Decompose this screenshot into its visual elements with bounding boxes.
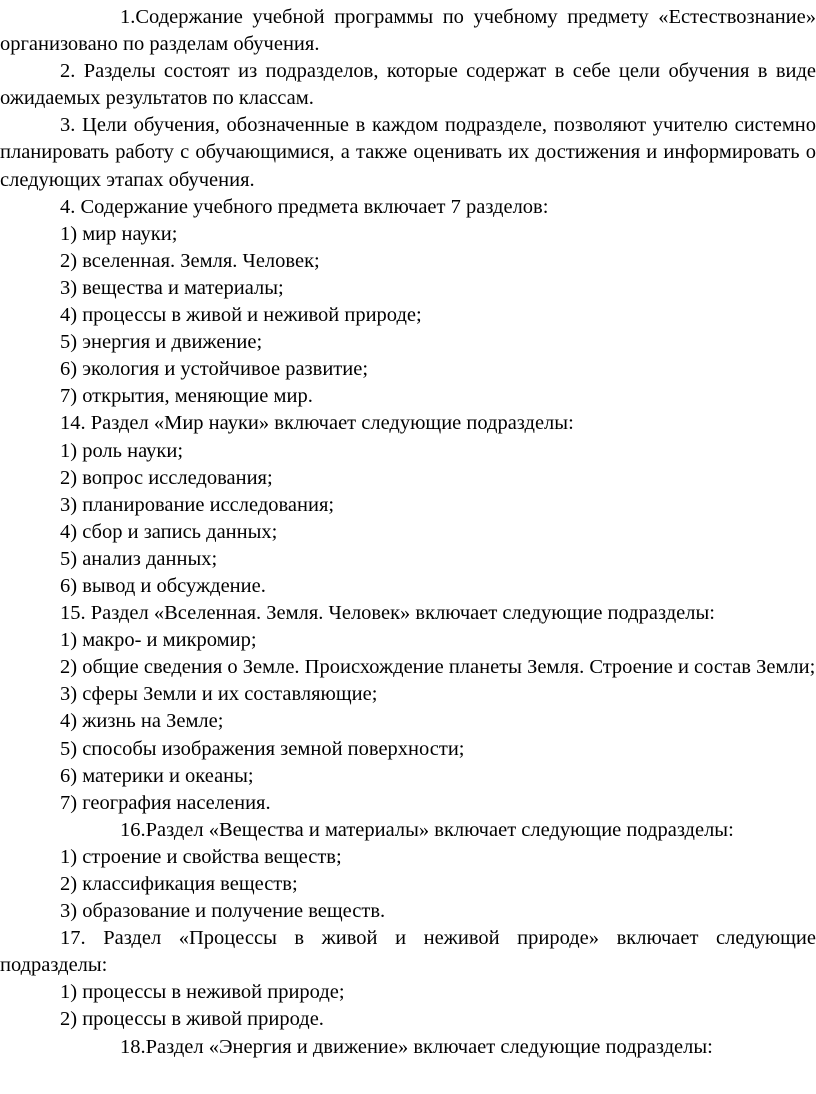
list-item-text: мир науки;: [82, 222, 178, 245]
list-item: [0, 248, 816, 275]
list-item: [0, 708, 816, 735]
list-item: [0, 790, 816, 817]
list-item-number: 7): [60, 385, 78, 408]
list-item-text: вопрос исследования;: [82, 466, 273, 489]
list-item-number: 2): [60, 466, 78, 489]
list-item-number: 5): [60, 331, 78, 354]
list-item: [0, 871, 816, 898]
list-item-number: 3): [60, 900, 78, 923]
paragraph-text: Раздел «Вселенная. Земля. Человек» включает следующие подразделы:: [90, 602, 715, 625]
list-item: [0, 438, 816, 465]
list-item: [0, 383, 816, 410]
list-item: [0, 763, 816, 790]
list-item: [0, 519, 816, 546]
paragraph-text: Раздел «Процессы в живой и неживой природе» включает следующие подразделы:: [0, 927, 816, 977]
list-item-text: общие сведения о Земле. Происхождение планеты Земля. Строение и состав Земли;: [82, 656, 816, 679]
list-item-number: 1): [60, 222, 78, 245]
list-item-text: энергия и движение;: [82, 331, 263, 354]
list-item-number: 6): [60, 358, 78, 381]
list-item-text: процессы в живой и неживой природе;: [82, 304, 422, 327]
list-item: [0, 844, 816, 871]
list-item-number: 1): [60, 629, 78, 652]
list-item-number: 5): [60, 737, 78, 760]
paragraph-16: [0, 817, 816, 844]
list-item: [0, 627, 816, 654]
paragraph-text: Цели обучения, обозначенные в каждом подразделе, позволяют учителю системно планировать работу с обучающимися, а также оценивать их достижения и информировать о следующих этапах обучения.: [0, 114, 816, 191]
list-item: [0, 356, 816, 383]
paragraph-number: 17.: [60, 927, 86, 950]
list-item: [0, 736, 816, 763]
paragraph-number: 2.: [60, 60, 76, 83]
paragraph-14: [0, 410, 816, 437]
list-item-number: 4): [60, 520, 78, 543]
paragraph-text: Раздел «Энергия и движение» включает следующие подразделы:: [145, 1035, 713, 1058]
list-item-number: 2): [60, 873, 78, 895]
paragraph-1: [0, 4, 816, 58]
list-item-number: 6): [60, 764, 78, 787]
list-item-number: 3): [60, 276, 78, 299]
list-item: [0, 329, 816, 356]
list-item-text: сферы Земли и их составляющие;: [82, 683, 378, 706]
list-item: [0, 221, 816, 248]
list-item-text: образование и получение веществ.: [82, 900, 386, 923]
list-item-text: вселенная. Земля. Человек;: [82, 249, 320, 272]
list-item-text: планирование исследования;: [82, 493, 335, 516]
list-item-text: макро- и микромир;: [82, 629, 257, 652]
list-item-text: строение и свойства веществ;: [82, 845, 342, 868]
list-item: [0, 275, 816, 302]
list-item-number: 1): [60, 845, 78, 868]
list-item-number: 3): [60, 683, 78, 706]
list-item-number: 2): [60, 249, 78, 272]
list-item-number: 1): [60, 981, 78, 1004]
list-item: [0, 465, 816, 492]
list-item-text: способы изображения земной поверхности;: [82, 737, 465, 760]
paragraph-text: Содержание учебной программы по учебному предмету «Естествознание» организовано по разделам обучения.: [0, 6, 816, 56]
paragraph-number: 18.: [120, 1035, 146, 1058]
list-item-number: 2): [60, 1008, 78, 1031]
list-item-text: вещества и материалы;: [82, 276, 284, 299]
list-item-text: открытия, меняющие мир.: [82, 385, 313, 408]
paragraph-number: 3.: [60, 114, 76, 137]
list-item: [0, 1006, 816, 1033]
list-item-number: 2): [60, 656, 78, 679]
list-item: [0, 654, 816, 681]
paragraph-number: 4.: [60, 195, 76, 218]
list-item-text: анализ данных;: [82, 547, 218, 570]
list-item-number: 1): [60, 439, 78, 462]
paragraph-text: Раздел «Вещества и материалы» включает следующие подразделы:: [145, 818, 734, 841]
list-item-number: 4): [60, 710, 78, 733]
list-item-text: экология и устойчивое развитие;: [82, 358, 369, 381]
paragraph-number: 16.: [120, 818, 146, 841]
list-item-text: материки и океаны;: [82, 764, 254, 787]
list-item: [0, 546, 816, 573]
list-item-number: 3): [60, 493, 78, 516]
paragraph-number: 14.: [60, 412, 86, 435]
list-item-text: процессы в неживой природе;: [82, 981, 345, 1004]
list-item: [0, 681, 816, 708]
paragraph-number: 15.: [60, 602, 86, 625]
paragraph-4: [0, 194, 816, 221]
list-item-number: 5): [60, 547, 78, 570]
list-item: [0, 302, 816, 329]
list-item-text: процессы в живой природе.: [82, 1008, 324, 1031]
list-item: [0, 898, 816, 925]
list-item: [0, 573, 816, 600]
list-item-text: сбор и запись данных;: [82, 520, 278, 543]
list-item-text: роль науки;: [82, 439, 184, 462]
paragraph-17: [0, 925, 816, 979]
list-item-text: вывод и обсуждение.: [82, 574, 266, 597]
list-item-text: география населения.: [82, 791, 271, 814]
list-item-text: жизнь на Земле;: [82, 710, 224, 733]
paragraph-3: [0, 112, 816, 193]
paragraph-text: Раздел «Мир науки» включает следующие подразделы:: [90, 412, 574, 435]
list-item: [0, 492, 816, 519]
list-item-text: классификация веществ;: [82, 873, 298, 895]
paragraph-number: 1.: [120, 6, 136, 28]
paragraph-2: [0, 58, 816, 112]
paragraph-text: Содержание учебного предмета включает 7 разделов:: [80, 195, 549, 218]
list-item-number: 4): [60, 304, 78, 327]
paragraph-18: [0, 1034, 816, 1061]
list-item: [0, 979, 816, 1006]
paragraph-15: [0, 600, 816, 627]
paragraph-text: Разделы состоят из подразделов, которые содержат в себе цели обучения в виде ожидаемых результатов по классам.: [0, 60, 816, 110]
list-item-number: 6): [60, 574, 78, 597]
list-item-number: 7): [60, 791, 78, 814]
